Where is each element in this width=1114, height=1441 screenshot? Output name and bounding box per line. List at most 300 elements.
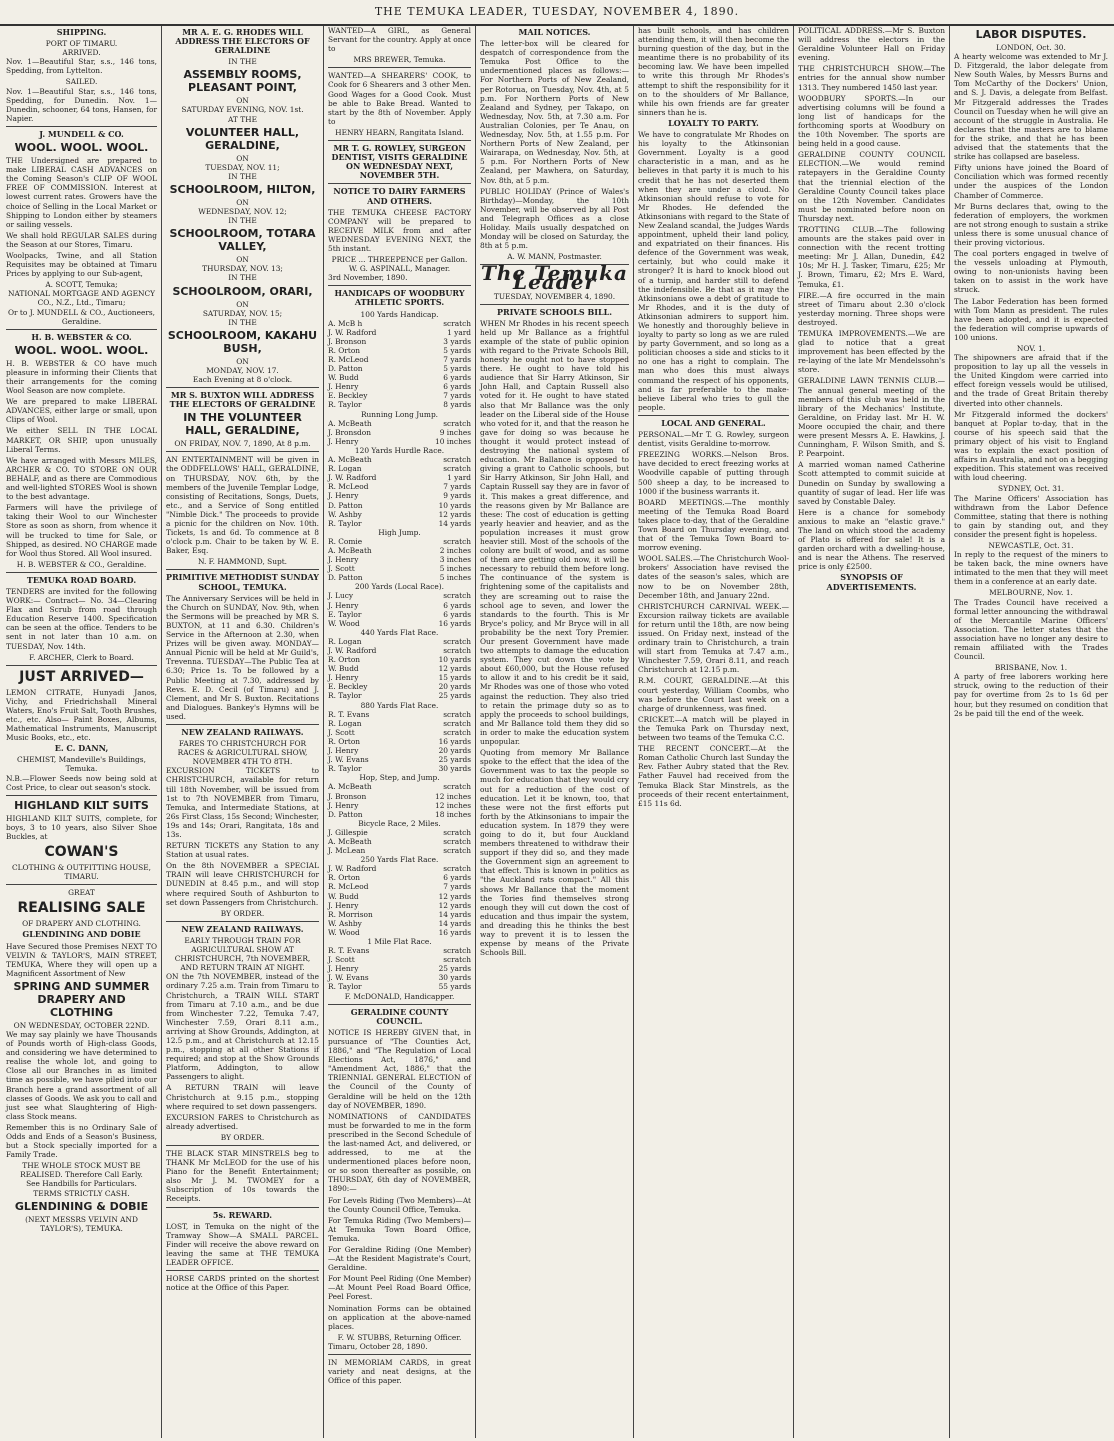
entertainment-text: AN ENTERTAINMENT will be given in the ODDFELLOWS' HALL, GERALDINE, on THURSDAY, NOV. 6th, by the members of the Juvenile Templar Lodge, consisting of Recitations, Songs, Duets, etc., and a Service of Song entitled "Nimble Dick." The proceeds to provide a picnic for the children on Nov. 10th. Tickets, 1s and 6d. To commence at 8 o'clock p.m. Chair to be taken by W. E. Baker, Esq. [166,455,319,556]
venue-line: IN THE [228,171,257,181]
divider [166,1270,319,1271]
entrant-row [328,610,471,619]
entrant-name: R. Logan [328,636,362,646]
entrant-handicap: 6 yards [443,373,471,383]
event-title: 100 Yards Handicap. [360,309,439,319]
entrant-name: J. Henry [328,382,359,392]
just-arrived-heading: JUST ARRIVED— [19,668,144,685]
entrant-name: J. Henry [328,800,359,810]
local-item: FREEZING WORKS.—Nelson Bros. have decided to erect freezing works at Woodville capable of putting through 500 sheep a day, to be increased to 1000 if the business warrants it. [638,450,789,496]
entrant-handicap: 10 yards [438,655,471,665]
entrant-handicap: 12 inches [435,800,471,810]
whole-stock: THE WHOLE STOCK MUST BE REALISED. Therefore Call Early. [20,1161,143,1180]
entrant-handicap: scratch [443,718,471,728]
column-7 [950,26,1112,1438]
entrant-row [328,873,471,882]
entrant-handicap: 14 yards [438,909,471,919]
entrant-name: J. Henry [328,436,359,446]
webster-sig: H. B. WEBSTER & CO., Geraldine. [16,559,147,569]
paper-date: TUESDAY, NOVEMBER 4, 1890. [493,291,616,301]
webster-text-2: We are prepared to make LIBERAL ADVANCES, either large or small, upon Clips of Wool. [6,397,157,425]
labor-item: The Labor Federation has been formed with Tom Mann as president. The rules have been adopted, and it is expected the federation will comprise upwards of 100 unions. [954,296,1108,342]
entrant-name: A. McBeath [328,836,372,846]
entrant-handicap: 14 yards [438,518,471,528]
dateline: LONDON, Oct. 30. [996,43,1066,52]
entrant-handicap: 7 yards [443,355,471,364]
entertainment-sig: N. F. HAMMOND, Supt. [197,557,288,567]
scott-sig: A. SCOTT, Temuka; [45,280,118,290]
entrant-handicap: 9 inches [439,427,471,437]
entrant-row [328,391,471,400]
divider [328,285,471,286]
entrant-name: J. W. Radford [328,646,377,655]
labor-item: Mr Burns declares that, owing to the federation of employers, the workmen are not strong enough to sustain a strike unless there is some unusual chance of their proving victorious. [954,201,1108,247]
column-3 [324,26,476,1438]
local-item: R.M. COURT, GERALDINE.—At this court yesterday, William Coombs, who was before the Court last week on a charge of drunkenness, was fined. [638,676,789,713]
divider [328,140,471,141]
brewer-sig: MRS BREWER, Temuka. [353,55,446,65]
paper-title: The Temuka Leader [481,261,628,295]
entrant-handicap: 5 inches [439,573,471,583]
entrant-handicap: scratch [443,946,471,956]
entrant-name: R. T. Evans [328,946,370,956]
entrant-name: R. Taylor [328,518,362,528]
webster-text-3: We either SELL IN THE LOCAL MARKET, OR SHIP, upon unusually Liberal Terms. [6,426,157,454]
fares-heading: FARES TO CHRISTCHURCH FOR RACES & AGRICULTURAL SHOW, NOVEMBER 4TH TO 8TH. [177,739,308,767]
divider [480,304,629,305]
entrant-name: A. McBeath [328,418,372,428]
venue-line: IN THE [228,57,257,67]
terms: TERMS STRICTLY CASH. [33,1188,130,1198]
entrant-name: J. McLean [328,846,366,856]
entrant-handicap: 5 inches [439,564,471,574]
nominations-text: NOMINATIONS of CANDIDATES must be forwarded to me in the form prescribed in the Second Schedule of the last-named Act, and delivered, or addressed, to me at the undermentioned places before noon, or so soon thereafter as possible, on THURSDAY, 6th day of NOVEMBER, 1890:— [328,1111,471,1194]
event-title: 1 Mile Flat Race. [367,937,432,946]
buxton-heading: MR S. BUXTON WILL ADDRESS THE ELECTORS OF GERALDINE [169,390,316,410]
entrant-name: A. McBeath [328,782,372,792]
wool-heading: WOOL. WOOL. WOOL. [14,141,149,155]
entrant-handicap: 25 yards [438,691,471,701]
minstrels-text: THE BLACK STAR MINSTRELS beg to THANK Mr McLEOD for the use of his Piano for the Benefit Entertainment; also Mr J. M. TWOMEY for a Subscription of 10s towards the Receipts. [166,1149,319,1204]
entrant-name: R. Taylor [328,400,362,410]
entrant-row [328,719,471,728]
nma-sig: NATIONAL MORTGAGE AND AGENCY CO., N.Z., Ltd., Timaru; [8,289,155,308]
reward-text: LOST, in Temuka on the night of the Tramway Show—A SMALL PARCEL. Finder will receive the above reward on leaving the same at THE TEMUKA LEADER OFFICE. [166,1221,319,1268]
entrant-row [328,910,471,919]
entrant-name: R. Taylor [328,764,362,774]
entrant-row [328,619,471,628]
private-schools-heading: PRIVATE SCHOOLS BILL. [497,306,612,317]
entrant-name: D. Patton [328,364,363,374]
entrant-handicap: scratch [443,836,471,846]
wanted-cook-text: WANTED—A SHEARERS' COOK, to Cook for 6 Shearers and 3 other Men. Good Wages for a Good Cook. Must be able to Bake Bread. Wanted to start by the 8th of November. Apply to [328,71,471,126]
special-text: On the 8th NOVEMBER a SPECIAL TRAIN will leave CHRISTCHURCH for DUNEDIN at 8.45 p.m., and will stop where required South of Ashburton to set down Passengers from Christchurch. [166,861,319,907]
ridings-list [328,1196,471,1302]
entrant-name: R. Taylor [328,691,362,701]
entrant-handicap: 6 yards [443,600,471,610]
entrant-name: W. Wood [328,927,360,937]
private-schools-text-2: Quoting from memory Mr Ballance spoke to the effect that the idea of the Government was to tax the people so much for education that they would cry out for a reduction of the cost of education. Let it be known, too, that these were not the first efforts put forth by the Atkinsonians to impair the education system. In 1879 they were going to do it, but four Auckland members threatened to withdraw their support if they did so, and they made the Government sign an agreement to that effect. This is known in politics as "the Auckland rats compact." All this shows Mr Ballance that the moment the Tories find themselves strong enough they will cut down the cost of education and thus impair the system, and dreading this he thinks the best way to prevent it is to lessen the expense by means of the Private Schools Bill. [480,748,629,958]
entrant-row [328,637,471,646]
venue-line: WEDNESDAY, NOV. 12; [198,207,287,217]
news-item: TROTTING CLUB.—The following amounts are the stakes paid over in connection with the recent trotting meeting: Mr J. Allan, Dunedin, £42 10s; Mr H. J. Tasker, Timaru, £25; Mr J. Brown, Timaru, £2; Mrs E. Ward, Temuka, £1. [798,224,945,289]
entrant-name: J. W. Radford [328,327,377,337]
entrant-name: R. Morrison [328,909,373,919]
entrant-row [328,646,471,655]
local-item: WOOL SALES.—The Christchurch Wool-brokers' Association have revised the dates of the season's sales, which are now to be on November 28th, December 18th, and January 22nd. [638,554,789,600]
entrant-name: R. T. Evans [328,709,370,719]
entrant-row [328,882,471,891]
entrant-row [328,519,471,528]
entrant-name: J. Lucy [328,591,354,601]
event-title: 880 Yards Flat Race. [360,700,439,710]
labor-item: The Trades Council have received a formal letter announcing the withdrawal of the Mercantile Marine Officers' Association. The letter states that the association have no longer any desire to remain affiliated with the Trades Council. [954,597,1108,662]
entrant-row [328,837,471,846]
mundell-heading: J. MUNDELL & CO. [39,128,124,139]
entrant-row [328,491,471,500]
entrant-row [328,946,471,955]
news-item: WOODBURY SPORTS.—In our advertising columns will be found a long list of handicaps for the forthcoming sports at Woodbury on the 10th November. The sports are being held in a good cause. [798,93,945,149]
labor-item: The Marine Officers' Association has withdrawn from the Labor Defence Committee, stating that there is nothing to gain by standing out, and they consider the present fight is hopeless. [954,493,1108,539]
entrant-handicap: scratch [443,318,471,328]
entrant-name: J. Henry [328,491,359,501]
venue-line: IN THE [228,273,257,283]
entrant-handicap: 15 yards [438,673,471,683]
divider [328,1354,471,1355]
entrant-name: E. Beckley [328,391,368,401]
venue-line: TUESDAY, NOV. 11; [205,162,280,172]
entrant-row [328,337,471,346]
entrant-handicap: 12 yards [438,900,471,910]
by-order: BY ORDER. [220,908,265,918]
entrant-handicap: 12 yards [438,664,471,674]
column-4 [476,26,634,1438]
local-heading: LOCAL AND GENERAL. [661,417,766,428]
entrant-name: J. Henry [328,964,359,974]
venue-line: ON [236,96,249,106]
railways-heading: NEW ZEALAND RAILWAYS. [181,726,304,737]
entrant-row [328,682,471,691]
entrant-row [328,864,471,873]
entrant-row [328,455,471,464]
fares-text: EXCURSION TICKETS to CHRISTCHURCH, available for return till 18th November, will be issued from 1st to 7th NOVEMBER from Timaru, Temuka, and Intermediate Stations, at 26s First Class, 15s Second; Winchester, 19s and 14s; Orari, Rangitata, 18s and 13s. [166,766,319,839]
entrant-handicap: scratch [443,418,471,428]
glendining-footer: GLENDINING & DOBIE [14,1199,149,1213]
dairy-heading: NOTICE TO DAIRY FARMERS AND OTHERS. [333,186,466,206]
divider [638,415,789,416]
entrant-name: A. McBeath [328,545,372,555]
entrant-row [328,373,471,382]
local-item: PERSONAL.—Mr T. G. Rowley, surgeon dentist, visits Geraldine to-morrow. [638,430,789,449]
entrant-name: J. Henry [328,555,359,565]
entrant-handicap: 6 yards [443,873,471,883]
entrant-handicap: scratch [443,709,471,719]
entrant-name: J. Bronsdon [328,427,371,437]
shipping-heading: SHIPPING. [56,27,107,37]
labor-heading: LABOR DISPUTES. [975,28,1087,41]
entrant-row [328,710,471,719]
event-title: Hop, Step, and Jump. [359,773,440,783]
holiday-text: PUBLIC HOLIDAY (Prince of Wales's Birthday)—Monday, the 10th November, will be observed by all Post and Telegraph Offices as a close Holiday. Mails usually despatched on Monday will be closed on Saturday, the 8th at 5 p.m. [480,186,629,251]
entrant-row [328,564,471,573]
entrant-row [328,673,471,682]
entrant-name: J. W. Radford [328,473,377,483]
entrant-row [328,892,471,901]
reward-heading: 5s. REWARD. [212,1209,273,1220]
venue-line: ASSEMBLY ROOMS, PLEASANT POINT, [183,68,302,95]
entrant-row [328,364,471,373]
entrant-handicap: 16 yards [438,927,471,937]
entrant-handicap: 5 yards [443,364,471,374]
entrant-row [328,728,471,737]
entrant-handicap: scratch [443,782,471,792]
entrant-name: J. Scott [328,955,355,965]
glendining-footer-sub: (NEXT MESSRS VELVIN AND TAYLOR'S), TEMUKA. [25,1214,138,1233]
entrant-row [328,473,471,482]
column-6 [794,26,950,1438]
venue-line: ON [236,153,249,163]
entrant-handicap: 25 yards [438,964,471,974]
riding-item: For Geraldine Riding (One Member)—At the Resident Magistrate's Court, Geraldine. [328,1245,471,1273]
entrant-name: J. Scott [328,564,355,574]
mail-heading: MAIL NOTICES. [518,27,591,37]
venue-line: SCHOOLROOM, TOTARA VALLEY, [169,227,316,254]
column-1 [2,26,162,1438]
entrant-row [328,928,471,937]
entrant-row [328,664,471,673]
entrant-name: J. Bronson [328,336,367,346]
entrant-handicap: 12 inches [435,791,471,801]
entrant-handicap: 20 yards [438,746,471,756]
entrant-row [328,482,471,491]
venue-line: ON [236,356,249,366]
column-5 [634,26,794,1438]
labor-item: Mr Fitzgerald informed the dockers' banquet at Poplar to-day, that in the course of his speech said that the primary object of his visit to England was to explain the exact position of affairs in Australia, and not on a begging expedition. This statement was received with loud cheering. [954,409,1108,483]
rhodes-heading: MR A. E. G. RHODES WILL ADDRESS THE ELECTORS OF GERALDINE [175,27,310,56]
entrant-handicap: scratch [443,591,471,601]
dateline: NOV. 1. [1016,344,1046,353]
entrant-name: E. Beckley [328,682,368,692]
venue-line: SCHOOLROOM, ORARI, [172,284,313,298]
entrant-row [328,437,471,446]
event-title: Running Long Jump. [360,409,439,419]
mundell-sig: Or to J. MUNDELL & CO., Auctioneers, Geraldine. [7,307,155,326]
venue-line: SATURDAY EVENING, NOV. 1st. [181,105,304,115]
entrant-name: R. Logan [328,718,362,728]
council-text: NOTICE IS HEREBY GIVEN that, in pursuance of "The Counties Act, 1886," and "The Regulation of Local Elections Act, 1876," and "Amendment Act, 1886," that the TRIENNIAL GENERAL ELECTION of the Council of the County of Geraldine will be held on the 12th day of NOVEMBER, 1890. [328,1027,471,1110]
kilt-text: HIGHLAND KILT SUITS, complete, for boys, 3 to 10 years, also Silver Shoe Buckles, at [6,813,157,841]
entrant-handicap: 25 yards [438,755,471,765]
stubbs-sig: F. W. STUBBS, Returning Officer. [337,1332,462,1342]
horse-cards-text: HORSE CARDS printed on the shortest notice at the Office of this Paper. [166,1274,319,1293]
by-order-2: BY ORDER. [220,1132,265,1142]
entrant-handicap: 12 yards [438,509,471,519]
sailed-label: SAILED. [65,77,98,87]
entrant-row [328,328,471,337]
event-title: High Jump. [378,527,421,537]
excursion-text: EXCURSION FARES to Christchurch as already advertised. [166,1112,319,1131]
news-item: GERALDINE LAWN TENNIS CLUB.—The annual general meeting of the members of this club was held in the library of the Mechanics' Institute, Geraldine, on Friday last. Mr H. W. Moore occupied the chair, and there were present Messrs A. E. Hawkins, J. Cunningham, F. Wilson Smith, and S. P. Pearpoint. [798,376,945,459]
entrant-row [328,764,471,773]
return-text: RETURN TICKETS any Station to any Station at usual rates. [166,841,319,860]
local-item: CRICKET.—A match will be played in the Temuka Park on Thursday next, between two teams of the Temuka C.C. [638,714,789,743]
entrant-row [328,601,471,610]
venue-line: SATURDAY, NOV. 15; [202,308,283,318]
local-items [638,430,789,808]
entrant-row [328,955,471,964]
news-item: POLITICAL ADDRESS.—Mr S. Buxton will address the electors in the Geraldine Volunteer Hall on Friday evening. [798,26,945,63]
divider [166,921,319,922]
dann-sub: CHEMIST, Mandeville's Buildings, Temuka. [17,755,146,774]
news-item: A married woman named Catherine Scott attempted to commit suicide at Dunedin on Sunday by swallowing a quantity of sugar of lead. Her life was saved by Constable Daley. [798,460,945,506]
entrant-row [328,828,471,837]
wool-heading-2: WOOL. WOOL. WOOL. [14,343,149,357]
venue-line: AT THE [228,114,257,124]
entrant-handicap: scratch [443,846,471,856]
entrant-row [328,510,471,519]
masthead: THE TEMUKA LEADER, TUESDAY, NOVEMBER 4, 1890. [0,0,1114,26]
entrant-name: W. Budd [328,373,359,383]
divider [166,387,319,388]
dateline: NEWCASTLE, Oct. 31. [988,540,1074,550]
venue-line: THURSDAY, NOV. 13; [202,264,283,274]
venue-line: ON [236,299,249,309]
entrant-name: J. Henry [328,746,359,756]
archer-sig: F. ARCHER, Clerk to Board. [29,652,134,662]
entrant-row [328,419,471,428]
entrant-row [328,846,471,855]
dateline: SYDNEY, Oct. 31. [998,484,1064,494]
venue-line: ON [236,255,249,265]
local-item: THE RECENT CONCERT.—At the Roman Catholic Church last Sunday the Rev. Father Aubry stated that the Rev. Father Fauvel had received from the Temuka Black Star Minstrels, as the proceeds of their recent entertainment, £15 11s 6d. [638,744,789,808]
dann-nb: N.B.—Flower Seeds now being sold at Cost Price, to clear out season's stock. [6,773,157,792]
entrant-row [328,655,471,664]
venue-line: IN THE [228,216,257,226]
venue-line: VOLUNTEER HALL, GERALDINE, [185,125,300,152]
entrant-handicap: 7 yards [443,482,471,492]
sailed-text: Nov. 1—Beautiful Star, s.s., 146 tons, Spedding, for Dunedin. Nov. 1—Dunedin, schooner, 64 tons, Hansen, for Napier. [6,86,157,123]
divider [6,795,157,796]
rhodes-venues [166,57,319,375]
entrant-row [328,537,471,546]
divider [328,1004,471,1005]
realising-heading: REALISING SALE [17,900,146,917]
divider [6,665,157,666]
labor-items [954,43,1108,718]
venue-line: MONDAY, NOV. 17. [206,365,279,375]
entrant-row [328,573,471,582]
riding-item: For Temuka Riding (Two Members)—At Temuka Town Board Office, Temuka. [328,1215,471,1243]
labor-item: Fifty unions have joined the Board of Conciliation which was formed recently under the auspices of the London Chamber of Commerce. [954,163,1108,200]
early-train-text: ON the 7th NOVEMBER, instead of the ordinary 7.25 a.m. Train from Timaru to Christchurch, a TRAIN WILL START from Timaru at 7.10 a.m., and be due from Winchester 7.22, Temuka 7.47, Winchester 7.59, Orari 8.11 a.m., arriving at Show Grounds, Addington, at 12.5 p.m., and at Christchurch at 12.15 p.m., stopping at all other Stations if required; and stop at the Show Grounds Platform, Addington, to allow Passengers to alight. [166,972,319,1082]
divider [6,329,157,330]
entrant-name: J. Scott [328,727,355,737]
entrant-handicap: scratch [443,464,471,474]
event-title: 250 Yards Flat Race. [360,855,439,865]
buxton-place: IN THE VOLUNTEER HALL, GERALDINE, [183,411,302,438]
entrant-row [328,691,471,700]
entrant-row [328,355,471,364]
drapery-label: OF DRAPERY AND CLOTHING. [22,919,141,929]
loyalty-heading: LOYALTY TO PARTY. [668,117,759,128]
webster-heading: H. B. WEBSTER & CO. [31,331,132,342]
continued-text: has built schools, and has children attending them, it will then become the burning question of the day, but in the meantime there is no probability of its becoming law. We have been impelled to write this through Mr Rhodes's attempt to shift the responsibility for it on to the shoulders of Mr Ballance, while his own friends are far greater sinners than he is. [638,26,789,117]
forms-text: Nomination Forms can be obtained on application at the above-named places. [328,1303,471,1331]
entrant-name: D. Patton [328,809,363,819]
labor-item: In reply to the request of the miners to be taken back, the mine owners have intimated to the men that they will meet them in a conference at an early date. [954,550,1108,587]
entrant-name: R. Orton [328,345,361,355]
mundell-text-2: We shall hold REGULAR SALES during the Season at our Stores, Timaru. [6,230,157,249]
port-heading: PORT OF TIMARU. [45,39,118,49]
riding-item: For Mount Peel Riding (One Member)—At Mount Peel Road Board Office, Peel Forest. [328,1274,471,1302]
hearn-sig: HENRY HEARN, Rangitata Island. [335,127,464,137]
entrant-handicap: scratch [443,455,471,465]
dann-text: LEMON CITRATE, Hunyadi Janos, Vichy, and Friedrichshall Mineral Waters, Eno's Fruit Salt, Tooth Brushes, etc., etc. Also— Paint Boxes, Albums, Mathematical Instruments, Manuscript Music Books, etc., etc. [6,687,157,743]
arrived-text: Nov. 1—Beautiful Star, s.s., 146 tons, Spedding, from Lyttelton. [6,57,157,76]
news-item: FIRE.—A fire occurred in the main street of Timaru about 2.30 o'clock yesterday morning. Three shops were destroyed. [798,290,945,327]
divider [166,569,319,570]
primitive-heading: PRIMITIVE METHODIST SUNDAY SCHOOL, TEMUKA. [166,572,319,592]
columns [2,26,1112,1438]
entrant-name: A. McB h [328,318,363,328]
news-item: TEMUKA IMPROVEMENTS.—We are glad to notice that a great improvement has been effected by the re-laying of the late Mr Mendelssohn's store. [798,329,945,375]
wednesday-label: ON WEDNESDAY, OCTOBER 22ND. [13,1020,150,1030]
entrant-name: R. Taylor [328,982,362,992]
entrant-handicap: 9 yards [443,491,471,501]
divider [328,67,471,68]
event-title: Bicycle Race, 2 Miles. [358,818,441,828]
road-board-text: TENDERS are invited for the following WORK:— Contract— No. 34—Clearing Flax and Scrub from road through Education Reserve 1400. Specification can be seen at the office. Tenders to be sent in not later than 10 a.m. on TUESDAY, Nov. 14th. [6,586,157,651]
entrant-handicap: 6 yards [443,609,471,619]
primitive-text: The Anniversary Services will be held in the Church on SUNDAY, Nov. 9th, when the Sermons will be preached by MR S. BUXTON, at 11 and 6.30. Children's Service in the Afternoon at 2.30, when Prizes will be given away. MONDAY—Annual Picnic will be held at Mr Guild's, Trevenna. TUESDAY—The Public Tea at 6.30; Price 1s. To be followed by a Public Meeting at 7.30, addressed by Revs. E. D. Cecil (of Timaru) and J. Clement, and Mr S. Buxton. Recitations and Dialogues. Bankey's Hymns will be used. [166,593,319,721]
entrant-handicap: scratch [443,536,471,546]
entrant-row [328,591,471,600]
news-item: Here is a chance for somebody anxious to make an "elastic grave." The land on which stood the academy of Plato is offered for sale! It is a garden orchard with a dwelling-house, and is near the Athens. The reserved price is only £2500. [798,507,945,572]
rowley-notice: MR T. G. ROWLEY, SURGEON DENTIST, VISITS GERALDINE ON WEDNESDAY NEXT, NOVEMBER 5TH. [331,143,468,181]
entrant-handicap: 5 yards [443,345,471,355]
entrant-handicap: 30 yards [438,973,471,983]
entrant-handicap: scratch [443,955,471,965]
entrant-handicap: 1 yard [447,327,471,337]
event-title: 440 Yards Flat Race. [360,627,439,637]
entrant-handicap: 55 yards [438,982,471,992]
riding-item: For Levels Riding (Two Members)—At the County Council Office, Temuka. [328,1195,471,1214]
entrant-name: D. Patton [328,573,363,583]
entrant-handicap: scratch [443,827,471,837]
handicapper-sig: F. McDONALD, Handicapper. [344,991,455,1001]
glendining-text-2: We may say plainly we have Thousands of Pounds worth of High-class Goods, and considering we have determined to realise the whole lot, and going to Close all our Branches in as limited time as possible, we have piled into our Branch here a grand assortment of all classes of Goods. We ask you to call and just see what Slaughtering of High-class Stock means. [6,1029,157,1121]
entrant-name: W. Ashby [328,509,362,519]
entrant-row [328,346,471,355]
entrant-name: A. McBeath [328,455,372,465]
divider [166,1207,319,1208]
entrant-row [328,737,471,746]
entrant-handicap: 30 yards [438,764,471,774]
news-items [798,26,945,571]
entrant-row [328,464,471,473]
entrant-handicap: 3 yards [443,336,471,346]
entrant-handicap: 20 yards [438,682,471,692]
entrant-name: W. Budd [328,664,359,674]
early-train-heading: EARLY THROUGH TRAIN FOR AGRICULTURAL SHOW AT CHRISTCHURCH, 7th NOVEMBER, AND RETURN TRAIN AT NIGHT. [174,935,311,973]
event-title: 120 Yards Hurdle Race. [354,445,445,455]
entrant-handicap: 16 yards [438,618,471,628]
entrant-handicap: scratch [443,646,471,655]
mail-text: The letter-box will be cleared for despatch of correspondence from the Temuka Post Office to the undermentioned places as follows:— For Northern Ports of New Zealand, per Rotorua, on Tuesday, Nov. 4th, at 5 p.m. For Northern Ports of New Zealand and Sydney, per Takapo, on Wednesday, Nov. 5th, at 7.30 a.m. For Australian Colonies, per Te Anau, on Wednesday, Nov. 5th, at 1.55 p.m. For Northern Ports of New Zealand, per Wairarapa, on Wednesday, Nov. 5th, at 5 p.m. For Northern Ports of New Zealand, per Mawhera, on Saturday, Nov. 8th, at 5 p.m. [480,39,629,185]
entrant-handicap: 14 yards [438,918,471,928]
entrant-row [328,973,471,982]
entrant-row [328,782,471,791]
